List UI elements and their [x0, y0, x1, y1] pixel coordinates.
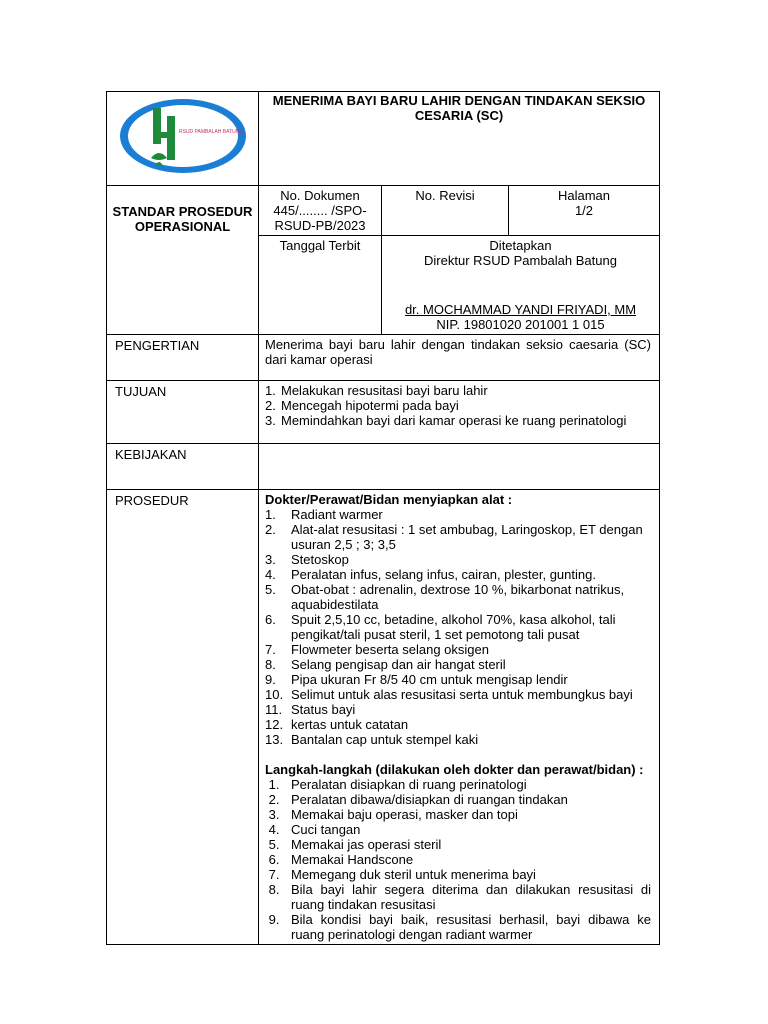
alat-heading: Dokter/Perawat/Bidan menyiapkan alat :: [265, 492, 513, 507]
prosedur-label: PROSEDUR: [107, 490, 259, 945]
list-item: 8. Selang pengisap dan air hangat steril: [265, 657, 506, 672]
tanggal-terbit-cell: [259, 236, 382, 335]
ditetapkan-label: Ditetapkan: [489, 238, 552, 253]
tujuan-list: [265, 383, 651, 428]
tujuan-label: TUJUAN: [107, 381, 259, 444]
list-item: 1. Melakukan resusitasi bayi baru lahir: [265, 383, 488, 398]
alat-list: [265, 507, 651, 747]
halaman-cell: [509, 186, 660, 236]
list-item: 9. Pipa ukuran Fr 8/5 40 cm untuk mengisap lendir: [265, 672, 568, 687]
pejabat-nip: NIP. 19801020 201001 1 015: [436, 317, 605, 332]
list-item: 3. Memindahkan bayi dari kamar operasi ke ruang perinatologi: [265, 413, 627, 428]
list-item: 11. Status bayi: [265, 702, 356, 717]
langkah-heading: Langkah-langkah (dilakukan oleh dokter dan perawat/bidan) :: [265, 762, 644, 777]
tujuan-content: [259, 381, 660, 444]
no-revisi-cell: [382, 186, 509, 236]
pejabat-nama: dr. MOCHAMMAD YANDI FRIYADI, MM: [404, 302, 637, 317]
list-item: 6. Spuit 2,5,10 cc, betadine, alkohol 70%, kasa alkohol, tali pengikat/tali pusat steril, 1 set pemotong tali pusat: [265, 612, 616, 642]
pengertian-label: PENGERTIAN: [107, 335, 259, 381]
ditetapkan-cell: [382, 236, 660, 335]
list-item: 9. Bila kondisi bayi baik, resusitasi berhasil, bayi dibawa ke ruang perinatologi dengan radiant warmer: [265, 912, 651, 942]
list-item: 7. Flowmeter beserta selang oksigen: [265, 642, 489, 657]
kebijakan-label: KEBIJAKAN: [107, 444, 259, 490]
list-item: 2. Peralatan dibawa/disiapkan di ruangan tindakan: [265, 792, 568, 807]
list-item: 10. Selimut untuk alas resusitasi serta untuk membungkus bayi: [265, 687, 633, 702]
no-revisi-label: No. Revisi: [415, 188, 475, 203]
list-item: 4. Peralatan infus, selang infus, cairan, plester, gunting.: [265, 567, 596, 582]
pengertian-text: Menerima bayi baru lahir dengan tindakan seksio caesaria (SC) dari kamar operasi: [259, 335, 660, 381]
list-item: 1. Peralatan disiapkan di ruang perinatologi: [265, 777, 527, 792]
kebijakan-text: [259, 444, 660, 490]
spo-table: [106, 91, 660, 945]
no-dokumen-value: 445/........ /SPO-RSUD-PB/2023: [273, 203, 367, 233]
list-item: 5. Obat-obat : adrenalin, dextrose 10 %, bikarbonat natrikus, aquabidestilata: [265, 582, 625, 612]
list-item: 2. Alat-alat resusitasi : 1 set ambubag, Laringoskop, ET dengan usuran 2,5 ; 3; 3,5: [265, 522, 643, 552]
list-item: 4. Cuci tangan: [265, 822, 361, 837]
list-item: 12. kertas untuk catatan: [265, 717, 409, 732]
list-item: 13. Bantalan cap untuk stempel kaki: [265, 732, 479, 747]
list-item: 7. Memegang duk steril untuk menerima bayi: [265, 867, 536, 882]
prosedur-content: [259, 490, 660, 945]
list-item: 1. Radiant warmer: [265, 507, 383, 522]
list-item: 5. Memakai jas operasi steril: [265, 837, 442, 852]
list-item: 3. Stetoskop: [265, 552, 349, 567]
list-item: 2. Mencegah hipotermi pada bayi: [265, 398, 459, 413]
document-title: MENERIMA BAYI BARU LAHIR DENGAN TINDAKAN SEKSIO CESARIA (SC): [259, 92, 660, 186]
ditetapkan-oleh: Direktur RSUD Pambalah Batung: [424, 253, 617, 268]
list-item: 3. Memakai baju operasi, masker dan topi: [265, 807, 518, 822]
spo-title: STANDAR PROSEDUR OPERASIONAL: [107, 186, 259, 335]
tanggal-terbit-label: Tanggal Terbit: [279, 238, 361, 253]
halaman-label: Halaman: [557, 188, 611, 203]
no-dokumen-cell: [259, 186, 382, 236]
logo-cell: [107, 92, 259, 186]
list-item: 6. Memakai Handscone: [265, 852, 414, 867]
langkah-list: [265, 777, 651, 942]
spo-document: [106, 91, 659, 945]
hospital-logo: [115, 96, 251, 182]
list-item: 8. Bila bayi lahir segera diterima dan dilakukan resusitasi di ruang tindakan resusitasi: [265, 882, 651, 912]
halaman-value: 1/2: [574, 203, 594, 218]
no-dokumen-label: No. Dokumen: [280, 188, 360, 203]
logo-text: RSUD PAMBALAH BATUNG: [179, 129, 244, 135]
